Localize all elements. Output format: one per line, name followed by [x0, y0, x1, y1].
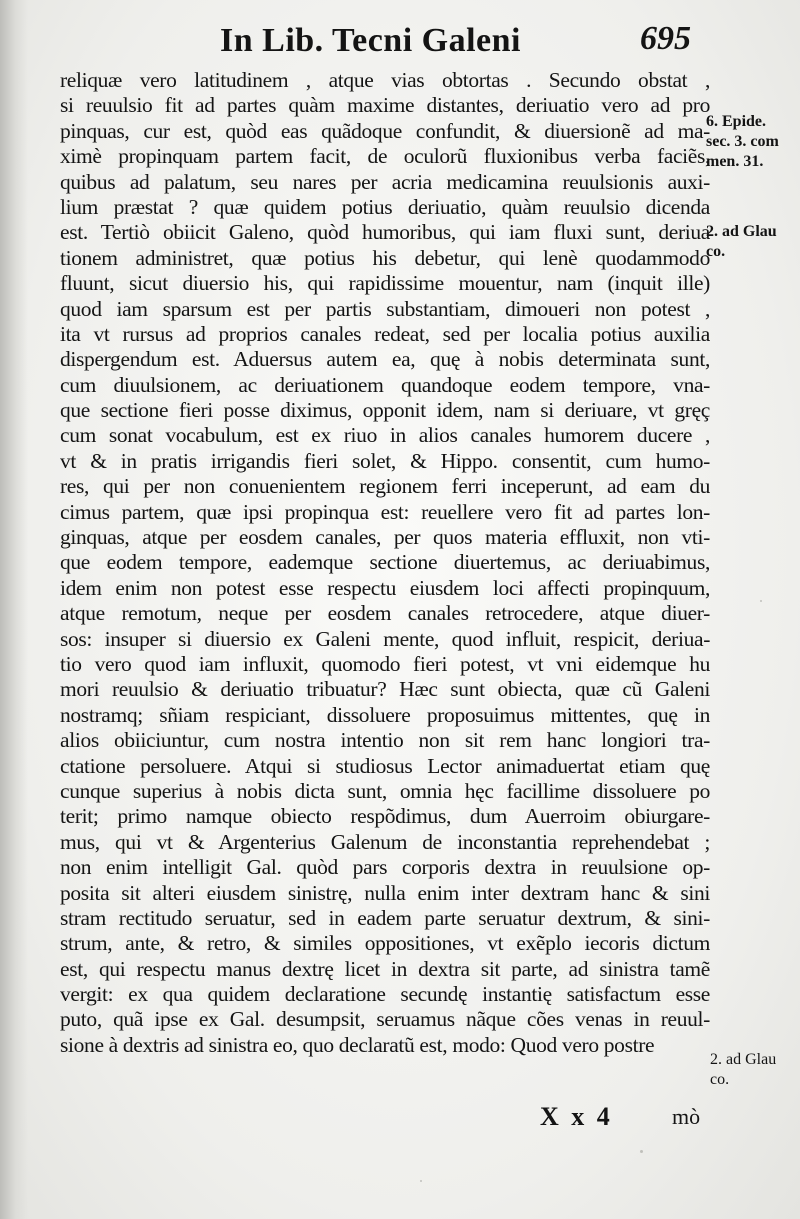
text-line: cimus partem, quæ ipsi propinqua est: reuellere vero fit ad partes lon- — [60, 499, 710, 524]
text-line: vt & in pratis irrigandis fieri solet, & Hippo. consentit, cum humo- — [60, 448, 710, 473]
text-line: sione à dextris ad sinistra eo, quo declaratũ est, modo: Quod vero postre — [60, 1032, 655, 1057]
paper-speck — [760, 600, 762, 602]
text-line: lium præstat ? quæ quidem potius deriuatio, quàm reuulsio dicenda — [60, 194, 710, 219]
page-number: 695 — [640, 20, 691, 57]
text-line: fluunt, sicut diuersio his, qui rapidissime mouentur, nam (inquit ille) — [60, 271, 710, 296]
margin-note-line: 2. ad Glau — [706, 223, 777, 240]
text-line: idem enim non potest esse respectu eiusdem loci affecti propinquum, — [60, 575, 710, 600]
text-line: alios obiiciuntur, cum nostra intentio non sit rem hanc longiori tra- — [60, 728, 710, 753]
margin-note-glauco — [710, 1050, 795, 1090]
page-footer — [540, 1102, 710, 1136]
text-line: dispergendum est. Aduersus autem ea, quę à nobis determinata sunt, — [60, 347, 710, 372]
margin-note-epide — [706, 112, 791, 172]
text-line: puto, quã ipse ex Gal. desumpsit, seruamus nãque cões venas in reuul- — [60, 1007, 710, 1032]
text-line: res, qui per non conuenientem regionem ferri inceperunt, ad eam du — [60, 474, 710, 499]
margin-note-glauco — [706, 222, 791, 262]
text-line: pinquas, cur est, quòd eas quãdoque confundit, & diuersionẽ ad ma- — [60, 118, 710, 143]
text-line: tionem administret, quæ potius his debetur, qui lenè quodammodo — [60, 245, 710, 270]
text-line: ginquas, atque per eosdem canales, per quos materia effluxit, non vti- — [60, 525, 710, 550]
text-line: si reuulsio fit ad partes quàm maxime distantes, deriuatio vero ad pro — [60, 93, 710, 118]
paper-speck — [420, 1180, 422, 1182]
text-line: ximè propinquam partem facit, de oculorũ fluxionibus verba faciẽs, — [60, 144, 710, 169]
text-line: nostramq; sñiam respiciant, dissoluere proposuimus mittentes, quę in — [60, 702, 710, 727]
text-line: est. Tertiò obiicit Galeno, quòd humoribus, qui iam fluxi sunt, deriua — [60, 220, 710, 245]
text-line: que eodem tempore, eademque sectione diuertemus, ac deriuabimus, — [60, 550, 710, 575]
text-line: que sectione fieri posse diximus, opponit idem, nam si deriuare, vt gręç — [60, 398, 710, 423]
text-line: cum diuulsionem, ac deriuationem quandoque eodem tempore, vna- — [60, 372, 710, 397]
text-line: tio vero quod iam influxit, quomodo fieri potest, vt vni eidemque hu — [60, 651, 710, 676]
text-line: reliquæ vero latitudinem , atque vias obtortas . Secundo obstat , — [60, 68, 710, 92]
text-line: quod iam sparsum est per partis substantiam, dimoueri non potest , — [60, 296, 710, 321]
text-line: vergit: ex qua quidem declaratione secundę instantię satisfactum esse — [60, 982, 710, 1007]
text-line: atque remotum, neque per eosdem canales retrocedere, atque diuer- — [60, 601, 710, 626]
text-line: stram rectitudo seruatur, sed in eadem parte seruatur dextrum, & sini- — [60, 905, 710, 930]
text-line: ita vt rursus ad proprios canales redeat, sed per localia potius auxilia — [60, 321, 710, 346]
catchword: mò — [672, 1104, 701, 1129]
margin-note-line: 2. ad Glau — [710, 1051, 777, 1068]
text-line: cum sonat vocabulum, est ex riuo in alios canales humorem ducere , — [60, 423, 710, 448]
margin-note-line: 6. Epide. — [706, 113, 767, 130]
text-line: mori reuulsio & deriuatio tribuatur? Hæc sunt obiecta, quæ cũ Galeni — [60, 677, 710, 702]
margin-note-line: co. — [710, 1071, 730, 1088]
margin-note-line: sec. 3. com — [706, 133, 779, 150]
text-line: quibus ad palatum, seu nares per acria medicamina reuulsionis auxi- — [60, 169, 710, 194]
body-text — [60, 68, 710, 1058]
text-line: est, qui respectu manus dextrę licet in dextra sit parte, ad sinistra tamẽ — [60, 956, 710, 981]
text-line: strum, ante, & retro, & similes oppositiones, vt exẽplo iecoris dictum — [60, 931, 710, 956]
signature-mark: X x 4 — [540, 1102, 613, 1131]
margin-note-line: men. 31. — [706, 153, 764, 170]
page-header — [220, 20, 720, 68]
text-line: terit; primo namque obiecto respõdimus, dum Auerroim obiurgare- — [60, 804, 710, 829]
text-line: mus, qui vt & Argenterius Galenum de inconstantia reprehendebat ; — [60, 829, 710, 854]
margin-note-line: co. — [706, 243, 726, 260]
text-line: posita sit alteri eiusdem sinistrę, nulla enim inter dextram hanc & sini — [60, 880, 710, 905]
text-line: cunque superius à nobis dicta sunt, omnia hęc facillime dissoluere po — [60, 778, 710, 803]
paper-speck — [640, 1150, 643, 1153]
running-title: In Lib. Tecni Galeni — [220, 22, 521, 59]
text-line: non enim intelligit Gal. quòd pars corporis dextra in reuulsione op- — [60, 855, 710, 880]
gutter-shadow — [0, 0, 28, 1219]
text-line: ctatione persoluere. Atqui si studiosus Lector animaduertat etiam quę — [60, 753, 710, 778]
text-line: sos: insuper si diuersio ex Galeni mente, quod influit, respicit, deriua- — [60, 626, 710, 651]
